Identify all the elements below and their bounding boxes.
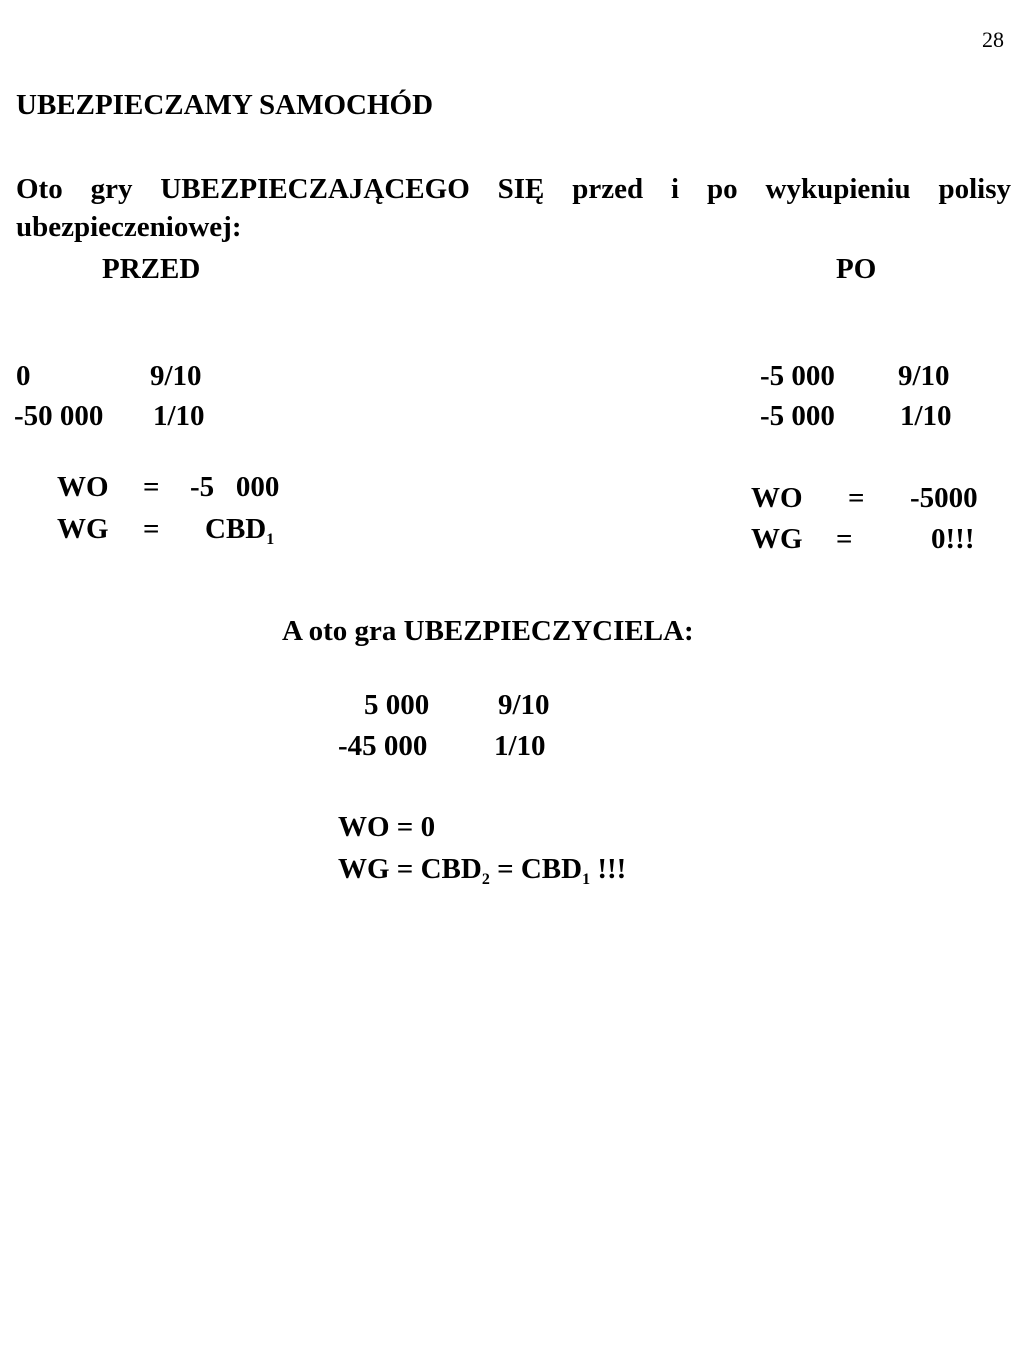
after-row-prob: 9/10 xyxy=(898,360,950,392)
before-wg-equals: = xyxy=(143,513,160,545)
before-wg-text: CBD xyxy=(205,513,267,545)
insurer-heading: A oto gra UBEZPIECZYCIELA: xyxy=(282,615,694,647)
before-wg-subscript: 1 xyxy=(266,531,275,548)
insurer-row-prob: 1/10 xyxy=(494,730,546,762)
insurer-row-value: 5 000 xyxy=(364,689,430,721)
after-wo-label: WO xyxy=(751,482,803,514)
insurer-wg xyxy=(338,852,626,886)
after-row-value: -5 000 xyxy=(760,400,835,432)
after-wg-value: 0!!! xyxy=(931,523,975,555)
before-row-prob: 1/10 xyxy=(153,400,205,432)
before-wg-value xyxy=(205,512,274,546)
after-label: PO xyxy=(836,253,877,285)
insurer-wg-suffix: !!! xyxy=(590,853,627,885)
after-wg-label: WG xyxy=(751,523,803,555)
before-label: PRZED xyxy=(102,253,201,285)
after-wg-equals: = xyxy=(836,523,853,555)
before-row-value: -50 000 xyxy=(14,400,104,432)
insurer-wg-prefix: WG = CBD xyxy=(338,853,482,885)
after-wo-equals: = xyxy=(848,482,865,514)
after-row-prob: 1/10 xyxy=(900,400,952,432)
before-wg-label: WG xyxy=(57,513,109,545)
insurer-row-value: -45 000 xyxy=(338,730,428,762)
before-wo-label: WO xyxy=(57,471,109,503)
before-row-prob: 9/10 xyxy=(150,360,202,392)
intro-paragraph: Oto gry UBEZPIECZAJĄCEGO SIĘ przed i po wykupieniu polisy ubezpieczeniowej: xyxy=(16,173,1011,243)
insurer-wg-subscript-1: 2 xyxy=(481,871,490,888)
insurer-wg-subscript-2: 1 xyxy=(582,871,591,888)
page-title: UBEZPIECZAMY SAMOCHÓD xyxy=(16,89,434,121)
insurer-wg-mid: = CBD xyxy=(489,853,583,885)
before-wo-equals: = xyxy=(143,471,160,503)
after-wo-value: -5000 xyxy=(910,482,978,514)
page-number: 28 xyxy=(982,27,1004,52)
before-wo-value: -5 000 xyxy=(190,471,280,503)
after-row-value: -5 000 xyxy=(760,360,835,392)
insurer-row-prob: 9/10 xyxy=(498,689,550,721)
insurer-wo: WO = 0 xyxy=(338,811,436,843)
before-row-value: 0 xyxy=(16,360,31,392)
